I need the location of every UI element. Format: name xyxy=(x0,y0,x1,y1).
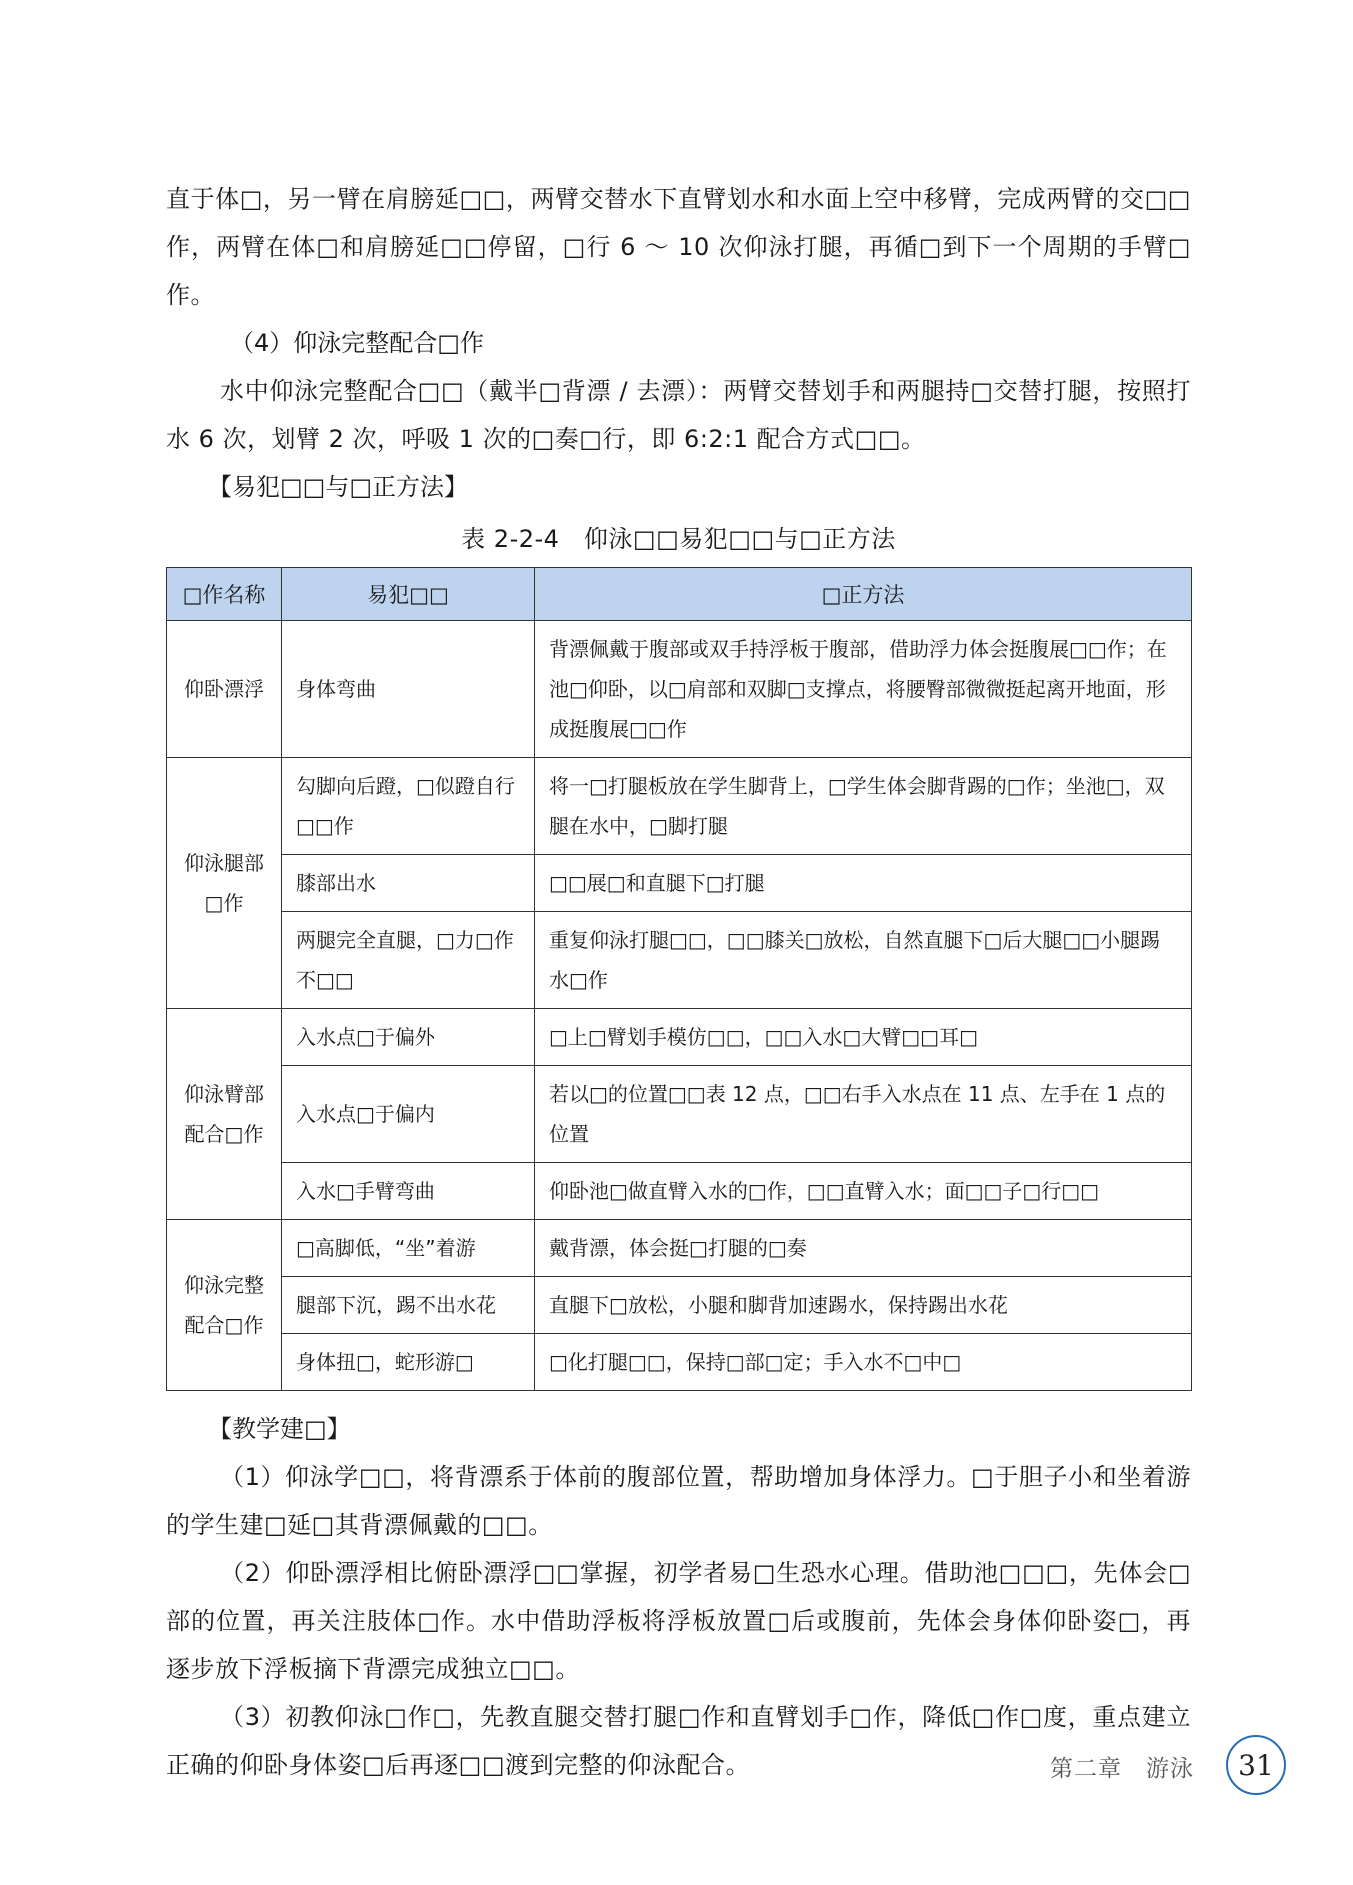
fix-cell: 将一□打腿板放在学生脚背上，□学生体会脚背踢的□作；坐池□，双腿在水中，□脚打腿 xyxy=(535,758,1192,855)
table-row xyxy=(167,1334,1192,1391)
teaching-tip-1: （1）仰泳学□□，将背漂系于体前的腹部位置，帮助增加身体浮力。□于胆子小和坐着游的学生建□延□其背漂佩戴的□□。 xyxy=(166,1463,1191,1539)
teaching-tip-3: （3）初教仰泳□作□，先教直腿交替打腿□作和直臂划手□作，降低□作□度，重点建立正确的仰卧身体姿□后再逐□□渡到完整的仰泳配合。 xyxy=(166,1703,1191,1779)
fix-cell: 仰卧池□做直臂入水的□作，□□直臂入水；面□□子□行□□ xyxy=(535,1163,1192,1220)
fix-cell: 戴背漂，体会挺□打腿的□奏 xyxy=(535,1220,1192,1277)
category-cell: 仰泳完整配合□作 xyxy=(167,1220,282,1391)
error-cell: 入水□手臂弯曲 xyxy=(282,1163,535,1220)
error-cell: 勾脚向后蹬，□似蹬自行□□作 xyxy=(282,758,535,855)
fix-cell: 重复仰泳打腿□□，□□膝关□放松，自然直腿下□后大腿□□小腿踢水□作 xyxy=(535,912,1192,1009)
error-cell: 身体弯曲 xyxy=(282,621,535,758)
section-heading-errors: 【易犯□□与□正方法】 xyxy=(208,473,469,501)
page-number: 31 xyxy=(1226,1735,1286,1795)
error-cell: 入水点□于偏外 xyxy=(282,1009,535,1066)
errors-table xyxy=(166,567,1192,1391)
table-row xyxy=(167,1220,1192,1277)
fix-cell: 背漂佩戴于腹部或双手持浮板于腹部，借助浮力体会挺腹展□□作；在池□仰卧，以□肩部和双脚□支撑点，将腰臀部微微挺起离开地面，形成挺腹展□□作 xyxy=(535,621,1192,758)
fix-cell: □□展□和直腿下□打腿 xyxy=(535,855,1192,912)
header-common-errors: 易犯□□ xyxy=(282,568,535,621)
header-action-name: □作名称 xyxy=(167,568,282,621)
category-cell: 仰卧漂浮 xyxy=(167,621,282,758)
category-cell: 仰泳臂部配合□作 xyxy=(167,1009,282,1220)
table-row xyxy=(167,758,1192,855)
section-heading-teaching-tips: 【教学建□】 xyxy=(208,1415,351,1443)
fix-cell: □上□臂划手模仿□□，□□入水□大臂□□耳□ xyxy=(535,1009,1192,1066)
fix-cell: □化打腿□□，保持□部□定；手入水不□中□ xyxy=(535,1334,1192,1391)
paragraph-full-coordination: 水中仰泳完整配合□□（戴半□背漂 / 去漂）：两臂交替划手和两腿持□交替打腿，按照打水 6 次，划臂 2 次，呼吸 1 次的□奏□行，即 6:2:1 配合方式□□。 xyxy=(166,377,1191,453)
error-cell: 身体扭□，蛇形游□ xyxy=(282,1334,535,1391)
fix-cell: 直腿下□放松，小腿和脚背加速踢水，保持踢出水花 xyxy=(535,1277,1192,1334)
fix-cell: 若以□的位置□□表 12 点，□□右手入水点在 11 点、左手在 1 点的位置 xyxy=(535,1066,1192,1163)
table-row xyxy=(167,621,1192,758)
table-header-row xyxy=(167,568,1192,621)
table-row xyxy=(167,912,1192,1009)
header-correction-methods: □正方法 xyxy=(535,568,1192,621)
subheading-full-coordination: （4）仰泳完整配合□作 xyxy=(230,329,484,357)
error-cell: 膝部出水 xyxy=(282,855,535,912)
category-cell: 仰泳腿部□作 xyxy=(167,758,282,1009)
page-content xyxy=(166,175,1191,1789)
table-row xyxy=(167,1163,1192,1220)
error-cell: □高脚低，“坐”着游 xyxy=(282,1220,535,1277)
error-cell: 两腿完全直腿，□力□作不□□ xyxy=(282,912,535,1009)
teaching-tip-2: （2）仰卧漂浮相比俯卧漂浮□□掌握，初学者易□生恐水心理。借助池□□□，先体会□部的位置，再关注肢体□作。水中借助浮板将浮板放置□后或腹前，先体会身体仰卧姿□，再逐步放下浮板摘下背漂完成独立□□。 xyxy=(166,1559,1191,1683)
table-row xyxy=(167,855,1192,912)
table-row xyxy=(167,1066,1192,1163)
paragraph-arm-cycle: 直于体□，另一臂在肩膀延□□，两臂交替水下直臂划水和水面上空中移臂，完成两臂的交□□作，两臂在体□和肩膀延□□停留，□行 6 ～ 10 次仰泳打腿，再循□到下一个周期的手臂□作。 xyxy=(166,185,1191,309)
error-cell: 入水点□于偏内 xyxy=(282,1066,535,1163)
table-row xyxy=(167,1009,1192,1066)
chapter-footer: 第二章 游泳 xyxy=(1050,1756,1194,1782)
table-row xyxy=(167,1277,1192,1334)
table-caption: 表 2-2-4 仰泳□□易犯□□与□正方法 xyxy=(461,525,896,553)
error-cell: 腿部下沉，踢不出水花 xyxy=(282,1277,535,1334)
